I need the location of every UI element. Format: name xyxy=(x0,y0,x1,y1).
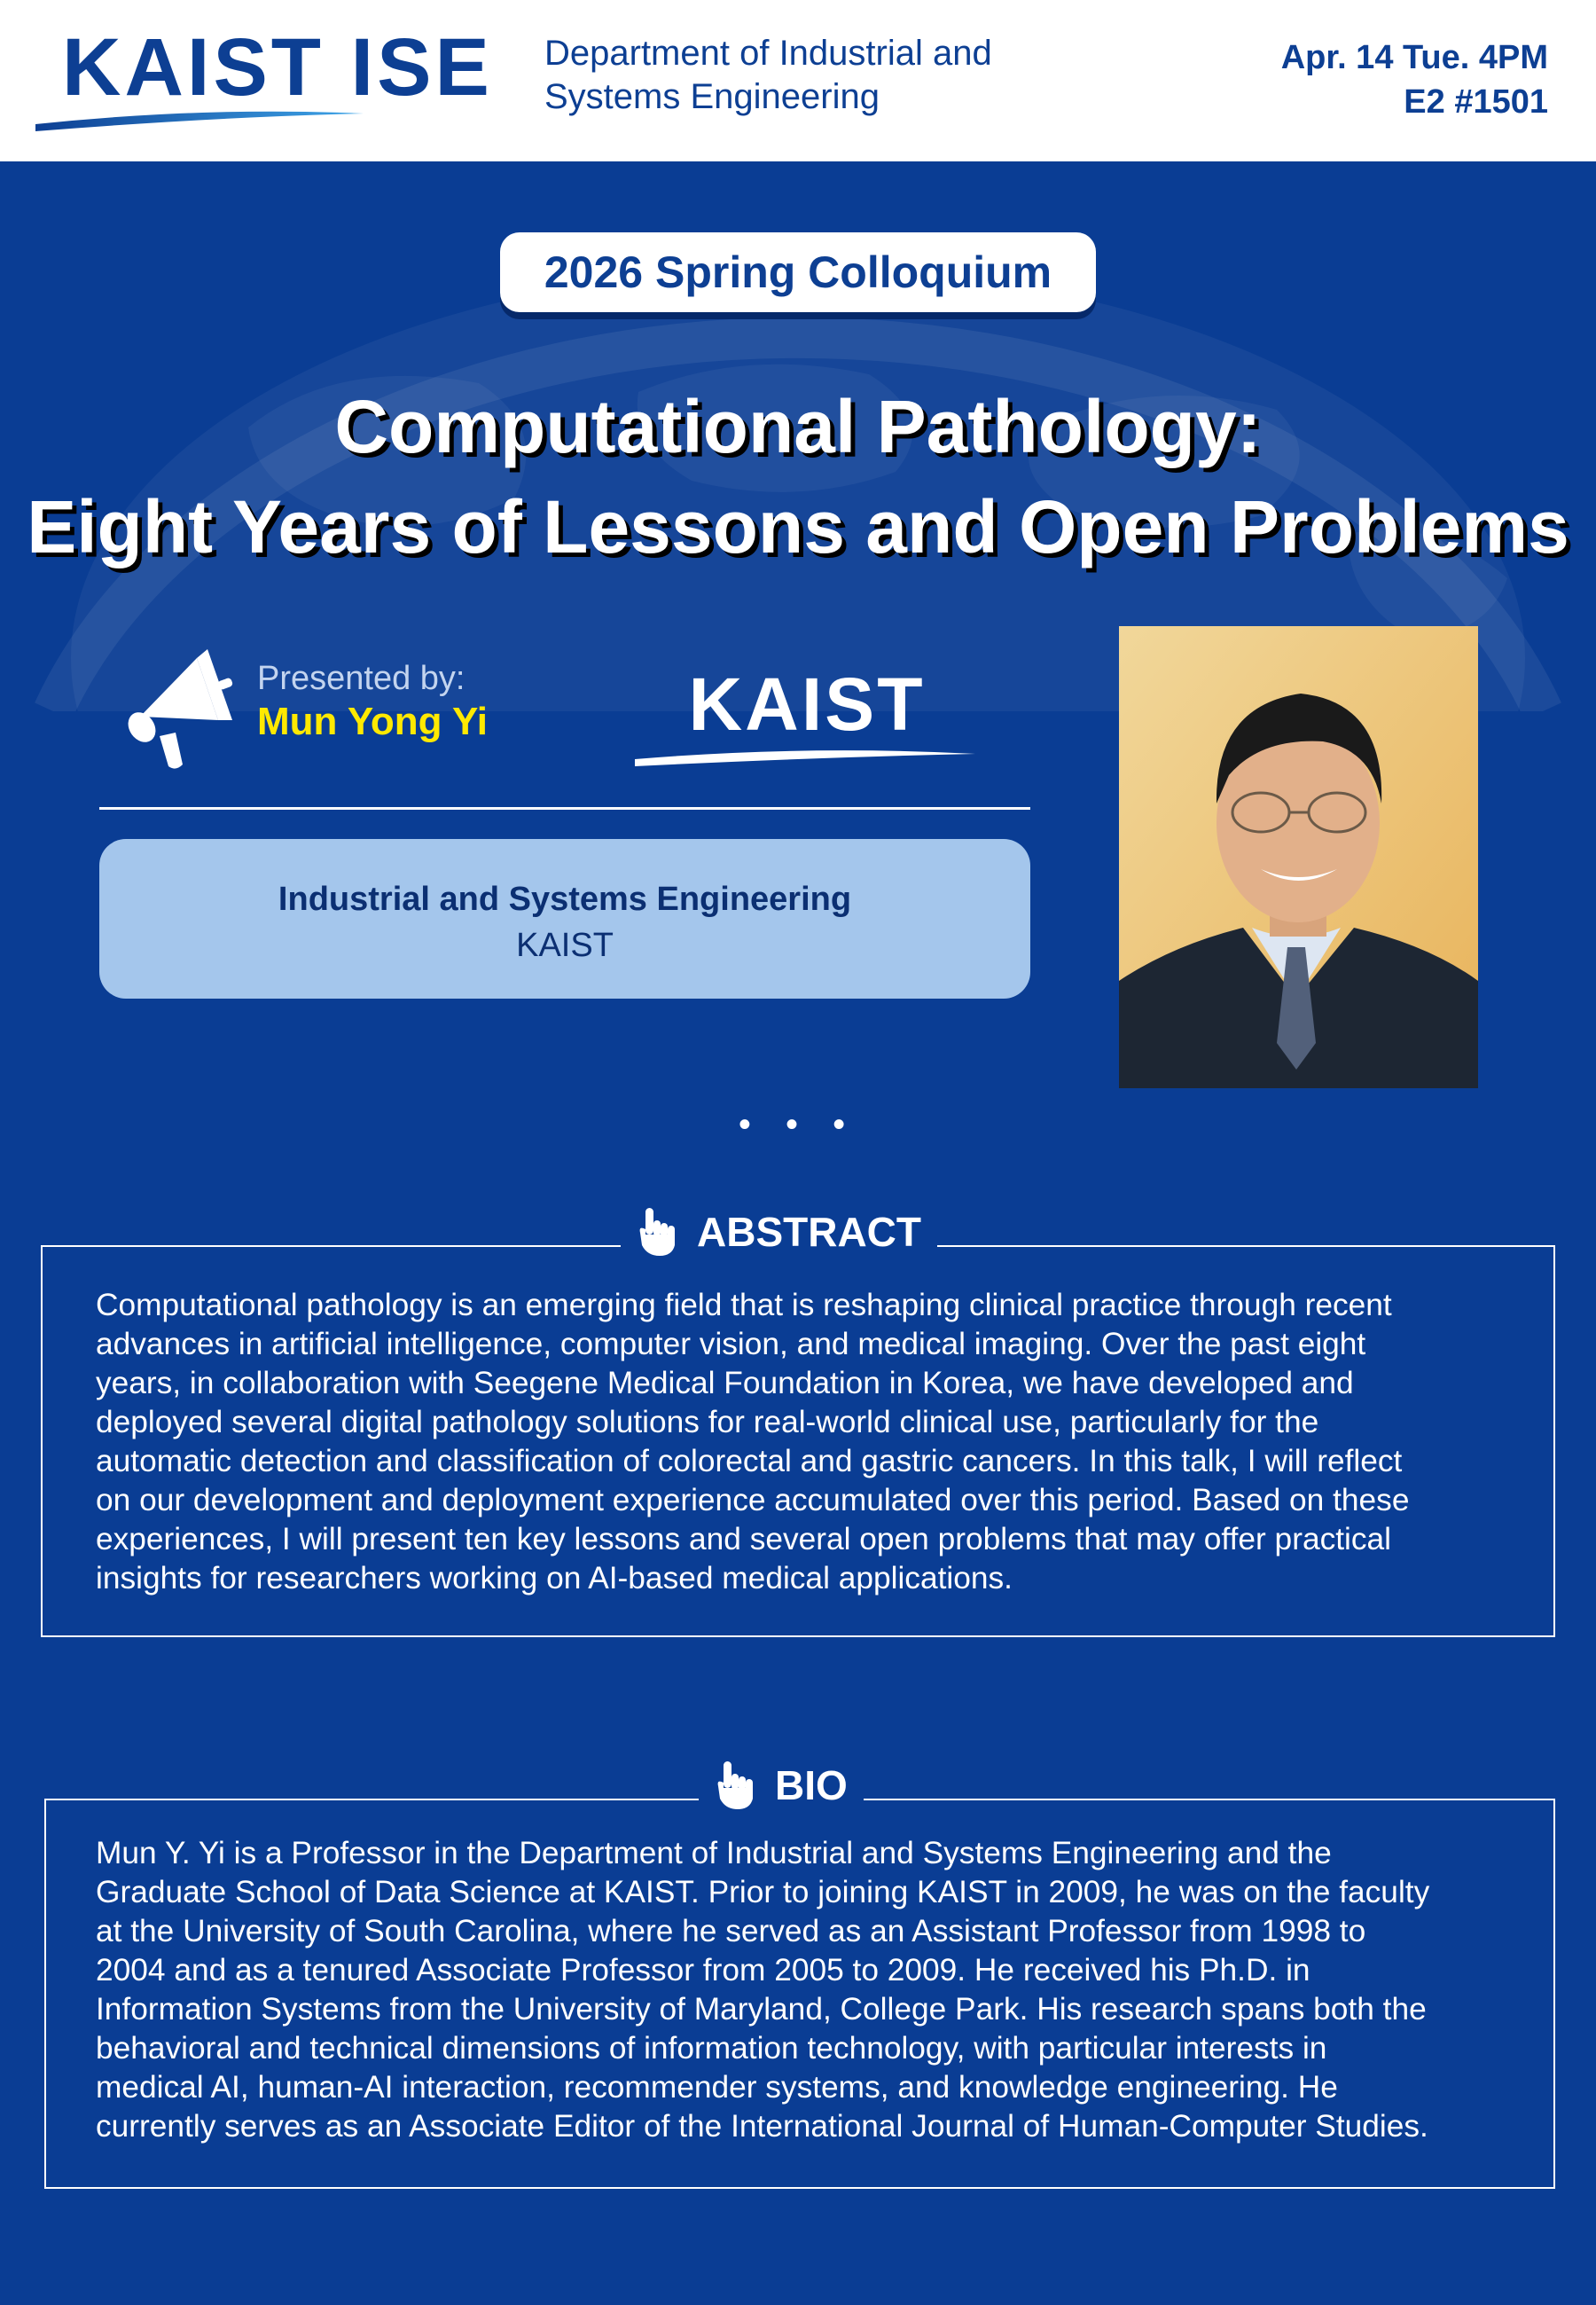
pointing-hand-icon xyxy=(637,1206,679,1258)
speaker-photo xyxy=(1119,626,1478,1088)
affiliation-box xyxy=(99,839,1030,999)
logo-swoosh-icon xyxy=(35,105,372,135)
abstract-text: Computational pathology is an emerging field that is reshaping clinical practice through recent advances in artificial intelligence, computer vision, and medical imaging. Over the past eight years, in collaboration with Seegene Medical Foundation in Korea, we have developed and deployed several digital pathology solutions for real-world clinical use, particularly for the automatic detection and classification of colorectal and gastric cancers. In this talk, I will reflect on our development and deployment experience accumulated over this period. Based on these experiences, I will present ten key lessons and several open problems that may offer practical insights for researchers working on AI-based medical applications. xyxy=(96,1288,1410,1595)
kaist-logo: KAIST xyxy=(688,662,926,746)
header-bar xyxy=(0,0,1596,161)
presenter-name: Mun Yong Yi xyxy=(257,700,488,743)
kaist-ise-logo: KAIST ISE xyxy=(62,22,493,113)
talk-title: Computational Pathology: Eight Years of Lessons and Open Problems xyxy=(27,385,1569,568)
affiliation-institution: KAIST xyxy=(516,927,614,964)
section-separator-dots: • • • xyxy=(738,1105,858,1144)
department-name: Department of Industrial and Systems Engineering xyxy=(544,34,992,116)
pointing-hand-icon xyxy=(715,1760,757,1811)
event-room: E2 #1501 xyxy=(1404,83,1548,121)
presenter-block xyxy=(257,658,488,745)
colloquium-badge: 2026 Spring Colloquium xyxy=(500,232,1096,312)
event-date-time: Apr. 14 Tue. 4PM xyxy=(1280,39,1548,76)
megaphone-icon xyxy=(124,647,234,772)
presenter-label: Presented by: xyxy=(257,660,466,697)
event-schedule xyxy=(1281,35,1548,124)
bio-text: Mun Y. Yi is a Professor in the Department of Industrial and Systems Engineering and the Graduate School of Data Science at KAIST. Prior to joining KAIST in 2009, he was on the faculty at the University of South Carolina, where he served as an Assistant Professor from 1998 to 2004 and as a tenured Associate Professor from 2005 to 2009. He received his Ph.D. in Information Systems from the University of Maryland, College Park. His research spans both the behavioral and technical dimensions of information technology, with particular interests in medical AI, human-AI interaction, recommender systems, and knowledge engineering. He currently serves as an Associate Editor of the International Journal of Human-Computer Studies. xyxy=(96,1836,1430,2144)
speaker-portrait-icon xyxy=(1119,626,1478,1088)
bio-heading: BIO xyxy=(699,1754,864,1816)
divider-line xyxy=(99,807,1030,810)
kaist-swoosh-icon xyxy=(635,745,975,768)
abstract-heading: ABSTRACT xyxy=(621,1201,937,1263)
affiliation-department: Industrial and Systems Engineering xyxy=(278,881,852,918)
